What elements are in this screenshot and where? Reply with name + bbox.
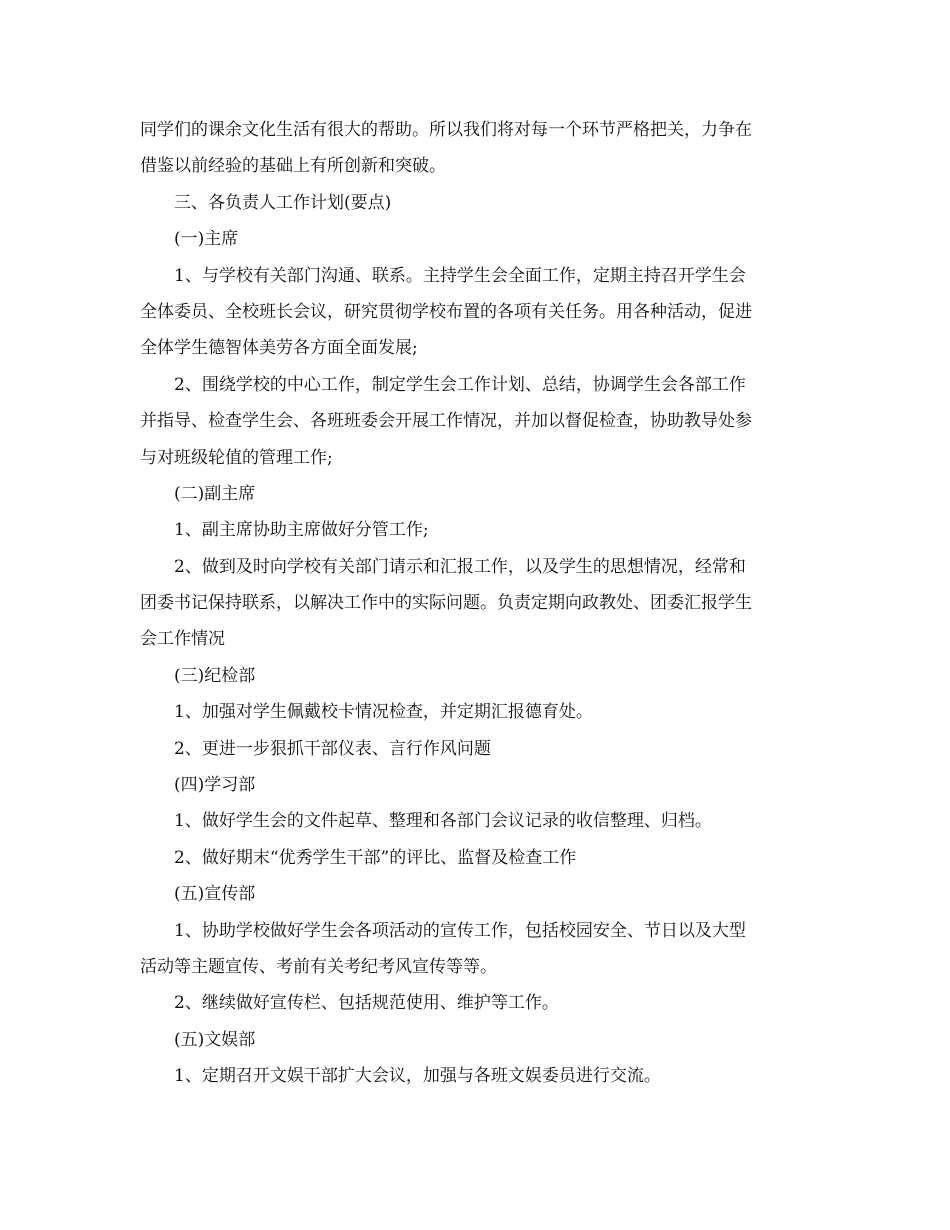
text-line: 2、围绕学校的中心工作，制定学生会工作计划、总结，协调学生会各部工作 [174, 374, 746, 395]
text-line: (四)学习部 [174, 775, 256, 796]
text-line: 1、定期召开文娱干部扩大会议，加强与各班文娱委员进行交流。 [174, 1066, 661, 1087]
text-line: 1、协助学校做好学生会各项活动的宣传工作，包括校园安全、节日以及大型 [174, 920, 746, 941]
text-line: (三)纪检部 [174, 665, 256, 686]
text-line: 会工作情况 [140, 629, 225, 650]
text-line: 2、更进一步狠抓干部仪表、言行作风问题 [174, 738, 491, 759]
text-line: 2、做好期末“优秀学生干部”的评比、监督及检查工作 [174, 847, 577, 868]
text-line: (五)宣传部 [174, 884, 256, 905]
text-line: 1、副主席协助主席做好分管工作; [174, 520, 429, 541]
text-line: 与对班级轮值的管理工作; [140, 447, 333, 468]
text-line: 团委书记保持联系，以解决工作中的实际问题。负责定期向政教处、团委汇报学生 [140, 593, 752, 614]
text-line: 1、加强对学生佩戴校卡情况检查，并定期汇报德育处。 [174, 702, 593, 723]
text-line: 2、做到及时向学校有关部门请示和汇报工作，以及学生的思想情况，经常和 [174, 556, 746, 577]
text-line: 1、做好学生会的文件起草、整理和各部门会议记录的收信整理、归档。 [174, 811, 712, 832]
text-line: (五)文娱部 [174, 1029, 256, 1050]
text-line: 全体委员、全校班长会议，研究贯彻学校布置的各项有关任务。用各种活动，促进 [140, 301, 752, 322]
text-line: 借鉴以前经验的基础上有所创新和突破。 [140, 156, 446, 177]
text-line: 并指导、检查学生会、各班班委会开展工作情况，并加以督促检查，协助教导处参 [140, 411, 752, 432]
text-line: 2、继续做好宣传栏、包括规范使用、维护等工作。 [174, 993, 559, 1014]
text-line: 全体学生德智体美劳各方面全面发展; [140, 338, 418, 359]
text-line: 三、各负责人工作计划(要点) [174, 192, 392, 213]
text-line: (二)副主席 [174, 483, 256, 504]
document-body [140, 112, 820, 1095]
text-line: 同学们的课余文化生活有很大的帮助。所以我们将对每一个环节严格把关，力争在 [140, 120, 752, 140]
text-line: 活动等主题宣传、考前有关考纪考风宣传等等。 [140, 956, 497, 977]
text-line: (一)主席 [174, 229, 239, 250]
text-line: 1、与学校有关部门沟通、联系。主持学生会全面工作，定期主持召开学生会 [174, 265, 746, 286]
